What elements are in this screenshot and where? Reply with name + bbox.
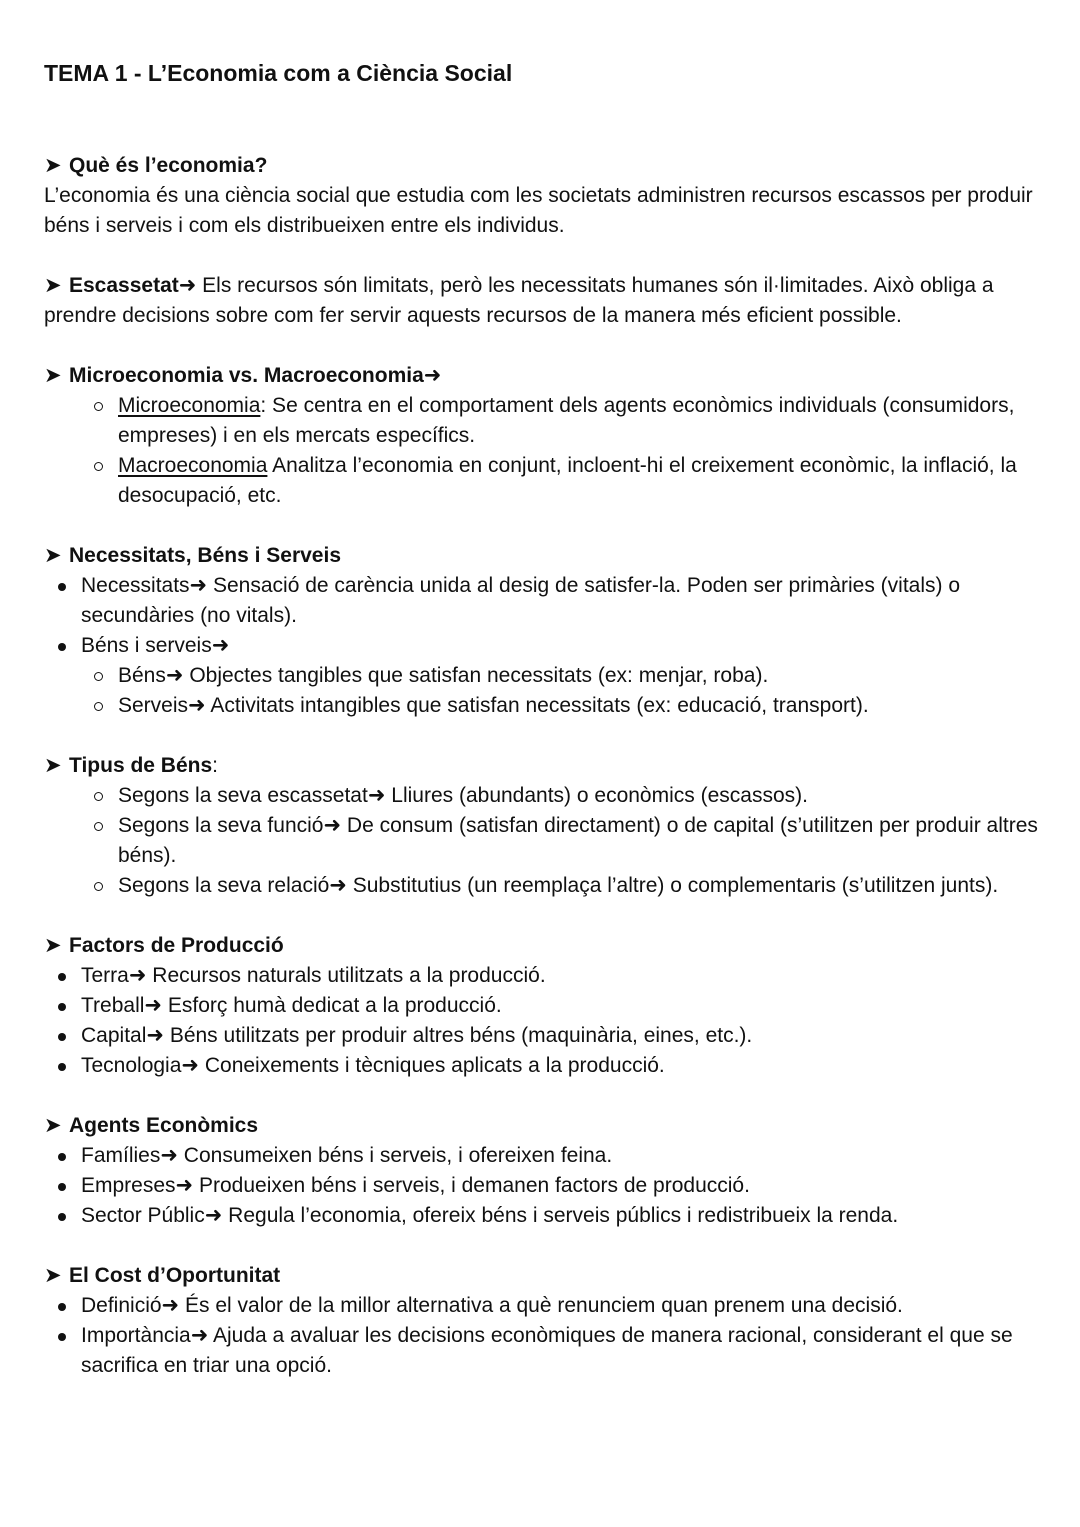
term: Microeconomia: [118, 394, 261, 417]
arrow-icon: ➜: [146, 1024, 164, 1047]
sublist: [44, 391, 1044, 511]
section-heading: Escassetat➜: [69, 274, 197, 297]
section-heading: ➤ Microeconomia vs. Macroeconomia➜: [44, 361, 1044, 391]
sublist: [44, 781, 1044, 901]
section-heading: ➤ El Cost d’Oportunitat: [44, 1261, 1044, 1291]
arrow-bullet-icon: ➤: [44, 274, 62, 297]
arrow-icon: ➜: [204, 1204, 223, 1227]
section-heading: ➤ Tipus de Béns:: [44, 751, 1044, 781]
section-heading: ➤ Agents Econòmics: [44, 1111, 1044, 1141]
arrow-icon: ➜: [128, 964, 147, 987]
arrow-bullet-icon: ➤: [44, 754, 62, 777]
arrow-bullet-icon: ➤: [44, 544, 62, 567]
arrow-icon: ➜: [165, 664, 184, 687]
list-item: Segons la seva escassetat➜ Lliures (abundants) o econòmics (escassos).: [44, 781, 1044, 811]
section-micro-macro: [44, 361, 1044, 511]
list: [44, 571, 1044, 721]
section-tipus: [44, 751, 1044, 901]
list-item: Sector Públic➜ Regula l’economia, ofereix béns i serveis públics i redistribueix la renda.: [44, 1201, 1044, 1231]
list: [44, 1291, 1044, 1381]
paragraph: L’economia és una ciència social que estudia com les societats administren recursos escassos per produir béns i serveis i com els distribueixen entre els individus.: [44, 184, 1033, 237]
arrow-icon: ➜: [188, 694, 206, 717]
arrow-icon: ➜: [160, 1144, 178, 1167]
section-escassetat: [44, 271, 1044, 331]
section-heading: ➤ Què és l’economia?: [44, 151, 1044, 181]
list-item: Macroeconomia Analitza l’economia en conjunt, incloent-hi el creixement econòmic, la inflació, la desocupació, etc.: [44, 451, 1044, 511]
document-body: [44, 151, 1044, 1411]
arrow-bullet-icon: ➤: [44, 154, 62, 177]
arrow-icon: ➜: [181, 1054, 200, 1077]
list-item: Serveis➜ Activitats intangibles que satisfan necessitats (ex: educació, transport).: [81, 691, 1044, 721]
list: [44, 1141, 1044, 1231]
arrow-icon: ➜: [323, 814, 342, 837]
list-item: Necessitats➜ Sensació de carència unida al desig de satisfer-la. Poden ser primàries (vitals) o secundàries (no vitals).: [44, 571, 1044, 631]
page-title: TEMA 1 - L’Economia com a Ciència Social: [44, 60, 513, 86]
list-item: Segons la seva funció➜ De consum (satisfan directament) o de capital (s’utilitzen per produir altres béns).: [44, 811, 1044, 871]
list-item: Definició➜ És el valor de la millor alternativa a què renunciem quan prenem una decisió.: [44, 1291, 1044, 1321]
section-heading: ➤ Factors de Producció: [44, 931, 1044, 961]
arrow-bullet-icon: ➤: [44, 364, 62, 387]
paragraph: ➤ Escassetat➜ Els recursos són limitats, però les necessitats humanes són il·limitades. Això obliga a prendre decisions sobre com fer servir aquests recursos de la manera més eficient possible.: [44, 271, 1044, 331]
list-item: Segons la seva relació➜ Substitutius (un reemplaça l’altre) o complementaris (s’utilitzen junts).: [44, 871, 1044, 901]
list-item: Béns i serveis➜ Béns➜ Objectes tangibles que satisfan necessitats (ex: menjar, roba). Serveis➜ Activitats intangibles que satisfan necessitats (ex: educació, transport).: [44, 631, 1044, 721]
arrow-icon: ➜: [189, 574, 208, 597]
section-agents: [44, 1111, 1044, 1231]
list-item: Tecnologia➜ Coneixements i tècniques aplicats a la producció.: [44, 1051, 1044, 1081]
arrow-icon: ➜: [190, 1324, 209, 1347]
list-item: Microeconomia: Se centra en el comportament dels agents econòmics individuals (consumidors, empreses) i en els mercats específics.: [44, 391, 1044, 451]
sublist: [81, 661, 1044, 721]
arrow-icon: ➜: [367, 784, 386, 807]
arrow-icon: ➜: [329, 874, 347, 897]
list: [44, 961, 1044, 1081]
list-item: Famílies➜ Consumeixen béns i serveis, i ofereixen feina.: [44, 1141, 1044, 1171]
section-factors: [44, 931, 1044, 1081]
list-item: Béns➜ Objectes tangibles que satisfan necessitats (ex: menjar, roba).: [81, 661, 1044, 691]
section-cost: [44, 1261, 1044, 1381]
arrow-icon: ➜: [175, 1174, 194, 1197]
arrow-icon: ➜: [161, 1294, 180, 1317]
section-economia: [44, 151, 1044, 241]
arrow-bullet-icon: ➤: [44, 1264, 62, 1287]
list-item: Treball➜ Esforç humà dedicat a la producció.: [44, 991, 1044, 1021]
arrow-icon: ➜: [144, 994, 163, 1017]
term: Macroeconomia: [118, 454, 268, 477]
section-necessitats: [44, 541, 1044, 721]
list-item: Capital➜ Béns utilitzats per produir altres béns (maquinària, eines, etc.).: [44, 1021, 1044, 1051]
list-item: Empreses➜ Produeixen béns i serveis, i demanen factors de producció.: [44, 1171, 1044, 1201]
arrow-bullet-icon: ➤: [44, 1114, 62, 1137]
section-heading: ➤ Necessitats, Béns i Serveis: [44, 541, 1044, 571]
list-item: Terra➜ Recursos naturals utilitzats a la producció.: [44, 961, 1044, 991]
list-item: Importància➜ Ajuda a avaluar les decisions econòmiques de manera racional, considerant el que se sacrifica en triar una opció.: [44, 1321, 1044, 1381]
arrow-bullet-icon: ➤: [44, 934, 62, 957]
arrow-icon: ➜: [211, 634, 230, 657]
